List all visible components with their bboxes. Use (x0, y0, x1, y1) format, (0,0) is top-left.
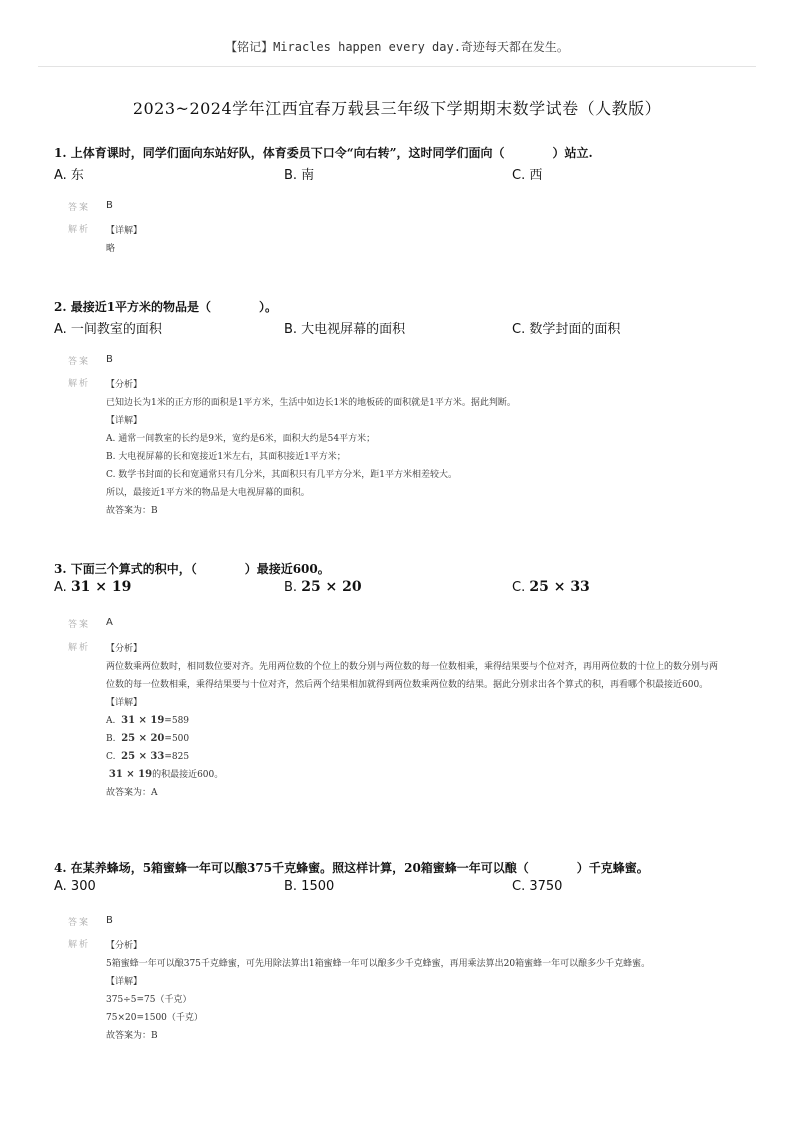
analysis-body (106, 376, 726, 520)
answer-value: B (106, 200, 113, 211)
options (54, 879, 754, 899)
question-stem: 3. 下面三个算式的积中，（ ）最接近600。 (54, 562, 330, 576)
analysis-label: 解析 (68, 643, 91, 653)
analysis-label: 解析 (68, 379, 91, 389)
analysis-line: A. 通常一间教室的长约是9米，宽约是6米，面积大约是54平方米； (106, 434, 376, 444)
analysis-line: 已知边长为1米的正方形的面积是1平方米，生活中如边长1米的地板砖的面积就是1平方米。据此判断。 (106, 398, 516, 408)
option-c: C. 3750 (512, 879, 563, 894)
option-expression: 25 × 33 (529, 579, 590, 595)
analysis-line: B. 大电视屏幕的长和宽接近1米左右，其面积接近1平方米； (106, 452, 346, 462)
calc-conclusion: 31 × 19的积最接近600。 (108, 769, 224, 780)
option-expression: 31 × 19 (70, 579, 132, 595)
option-b (284, 579, 362, 595)
answer-label: 答案 (68, 918, 91, 928)
document-title: 2023~2024学年江西宜春万载县三年级下学期期末数学试卷（人教版） (132, 99, 662, 118)
option-expression: 25 × 20 (301, 579, 362, 595)
answer-value: B (106, 354, 113, 365)
header-divider (38, 66, 756, 67)
options (54, 579, 754, 599)
analysis-line: 【详解】 (106, 698, 143, 708)
analysis-line: 略 (106, 244, 116, 254)
analysis-line: 375÷5=75（千克） (106, 995, 192, 1005)
option-a: A. 一间教室的面积 (54, 322, 162, 337)
answer-label: 答案 (68, 203, 91, 213)
calc-line-c: C. 25 × 33=825 (106, 751, 190, 762)
header-motto: 【铭记】Miracles happen every day.奇迹每天都在发生。 (225, 40, 569, 54)
analysis-label: 解析 (68, 940, 91, 950)
analysis-line: 【分析】 (106, 941, 143, 951)
analysis-paragraph: 5箱蜜蜂一年可以酿375千克蜂蜜，可先用除法算出1箱蜜蜂一年可以酿多少千克蜂蜜，再用乘法算出20箱蜜蜂一年可以酿多少千克蜂蜜。 (106, 959, 651, 969)
analysis-label: 解析 (68, 225, 91, 235)
analysis-line: C. 数学书封面的长和宽通常只有几分米，其面积只有几平方分米，距1平方米相差较大。 (106, 470, 458, 480)
analysis-body (106, 640, 726, 802)
option-a (54, 579, 131, 595)
analysis-line: 故答案为：B (106, 1031, 158, 1041)
analysis-line: 75×20=1500（千克） (106, 1013, 203, 1023)
option-c: C. 西 (512, 168, 543, 183)
question-stem: 4. 在某养蜂场，5箱蜜蜂一年可以酿375千克蜂蜜。照这样计算，20箱蜜蜂一年可以酿（ ）千克蜂蜜。 (54, 861, 649, 875)
analysis-line: 故答案为：A (106, 788, 158, 798)
analysis-line: 故答案为：B (106, 506, 158, 516)
option-c (512, 579, 590, 595)
calc-line-a: A. 31 × 19=589 (106, 715, 190, 726)
calc-line-b: B. 25 × 20=500 (106, 733, 190, 744)
question-stem: 1. 上体育课时，同学们面向东站好队，体育委员下口令“向右转”，这时同学们面向（ ）站立. (54, 146, 593, 160)
options (54, 164, 754, 184)
analysis-line: 【详解】 (106, 977, 143, 987)
analysis-line: 【分析】 (106, 644, 143, 654)
option-letter: C. (512, 580, 526, 595)
option-b: B. 南 (284, 168, 315, 183)
option-letter: B. (284, 580, 298, 595)
analysis-line: 【详解】 (106, 416, 143, 426)
answer-label: 答案 (68, 357, 91, 367)
analysis-paragraph: 两位数乘两位数时，相同数位要对齐。先用两位数的个位上的数分别与两位数的每一位数相乘，乘得结果要与个位对齐，再用两位数的十位上的数分别与两位数的每一位数相乘，乘得结果要与十位对齐，然后两个结果相加就得到两位数乘两位数的结果。据此分别求出各个算式的积，再看哪个积最接近600。 (106, 662, 719, 690)
answer-label: 答案 (68, 620, 91, 630)
option-b: B. 大电视屏幕的面积 (284, 322, 406, 337)
analysis-line: 【详解】 (106, 226, 143, 236)
options (54, 318, 754, 338)
option-letter: A. (54, 580, 67, 595)
analysis-line: 所以，最接近1平方米的物品是大电视屏幕的面积。 (106, 488, 310, 498)
option-b: B. 1500 (284, 879, 335, 894)
option-c: C. 数学封面的面积 (512, 322, 621, 337)
option-a: A. 300 (54, 879, 96, 894)
analysis-line: 【分析】 (106, 380, 143, 390)
answer-value: A (106, 617, 113, 628)
question-stem: 2. 最接近1平方米的物品是（ ）。 (54, 300, 278, 314)
analysis-body (106, 937, 726, 1045)
option-a: A. 东 (54, 168, 84, 183)
analysis-body (106, 222, 726, 258)
answer-value: B (106, 915, 113, 926)
